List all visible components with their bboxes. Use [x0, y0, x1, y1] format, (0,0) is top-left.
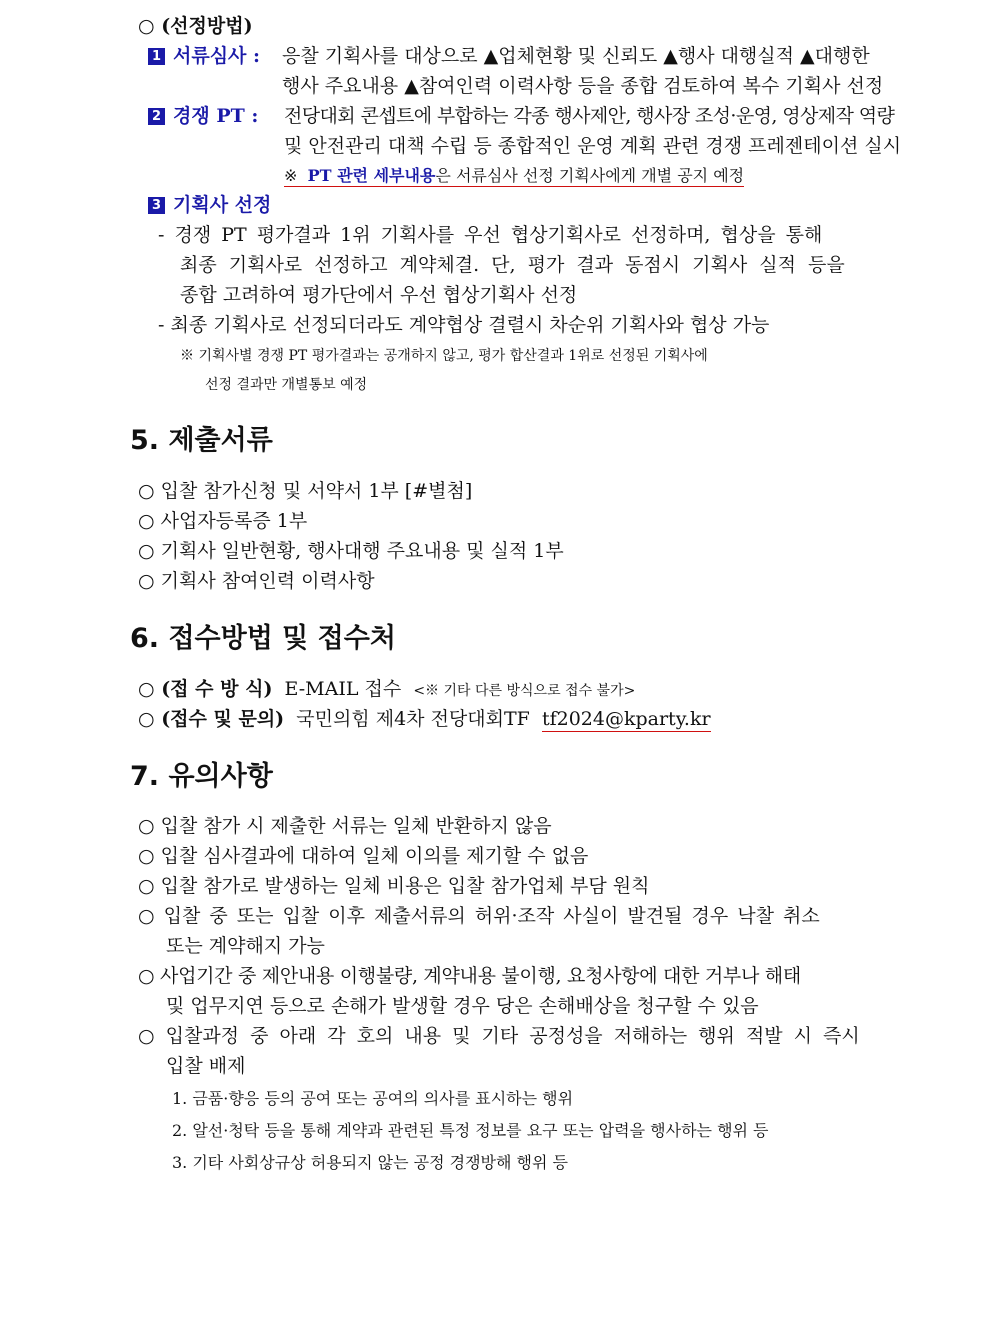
pt-label: 경쟁 PT :: [173, 105, 259, 127]
sec7-sub-1: 1. 금품·향응 등의 공여 또는 공여의 의사를 표시하는 행위: [172, 1089, 574, 1108]
sec5-item-3: ○ 기획사 일반현황, 행사대행 주요내용 및 실적 1부: [138, 540, 564, 562]
sec6-contact-label: ○ (접수 및 문의): [138, 708, 285, 730]
sec7-item-3: ○ 입찰 참가로 발생하는 일체 비용은 입찰 참가업체 부담 원칙: [138, 875, 650, 897]
sec6-method: [138, 676, 635, 704]
number-badge-2: 2: [148, 108, 165, 125]
sec7-item-6-l1: ○ 입찰과정 중 아래 각 호의 내용 및 기타 공정성을 저해하는 행위 적발 시 즉시: [138, 1025, 860, 1047]
sec7-item-2: ○ 입찰 심사결과에 대하여 일체 이의를 제기할 수 없음: [138, 845, 589, 867]
sec7-item-5-l2: 및 업무지연 등으로 손해가 발생할 경우 당은 손해배상을 청구할 수 있음: [166, 995, 759, 1017]
number-badge-1: 1: [148, 48, 165, 65]
sec7-item-6-l2: 입찰 배제: [166, 1055, 246, 1077]
sec6-method-value: E-MAIL 접수: [284, 678, 402, 700]
doc-review-text2: 행사 주요내용 ▲참여인력 이력사항 등을 종합 검토하여 복수 기획사 선정: [282, 75, 884, 97]
select-title: [148, 192, 271, 218]
pt-note-rest: 은 서류심사 선정 기획사에게 개별 공지 예정: [435, 166, 745, 185]
sec6-method-note: <※ 기타 다른 방식으로 접수 불가>: [413, 683, 636, 699]
sec6-contact-value: 국민의힘 제4차 전당대회TF: [296, 708, 530, 730]
sec7-item-4-l1: ○ 입찰 중 또는 입찰 이후 제출서류의 허위·조작 사실이 발견될 경우 낙찰 취소: [138, 905, 820, 927]
sec7-item-5-l1: ○ 사업기간 중 제안내용 이행불량, 계약내용 불이행, 요청사항에 대한 거부나 해태: [138, 965, 801, 987]
section6-heading: 6. 접수방법 및 접수처: [130, 623, 396, 654]
doc-review-label: 서류심사 :: [173, 45, 261, 67]
sec5-item-1: ○ 입찰 참가신청 및 서약서 1부 [#별첨]: [138, 480, 473, 502]
select-note-l2: 선정 결과만 개별통보 예정: [205, 377, 368, 393]
pt-text1: 전당대회 콘셉트에 부합하는 각종 행사제안, 행사장 조성·운영, 영상제작 역량: [284, 105, 895, 127]
pt-line: [148, 103, 258, 129]
number-badge-3: 3: [148, 197, 165, 214]
sec7-item-1: ○ 입찰 참가 시 제출한 서류는 일체 반환하지 않음: [138, 815, 552, 837]
section5-heading: 5. 제출서류: [130, 425, 273, 456]
pt-text2: 및 안전관리 대책 수립 등 종합적인 운영 계획 관련 경쟁 프레젠테이션 실시: [284, 135, 902, 157]
section7-heading: 7. 유의사항: [130, 761, 273, 792]
select-b1-l2: 최종 기획사로 선정하고 계약체결. 단, 평가 결과 동점시 기획사 실적 등을: [180, 254, 845, 276]
select-b1-l3: 종합 고려하여 평가단에서 우선 협상기획사 선정: [180, 284, 578, 306]
sec5-item-4: ○ 기획사 참여인력 이력사항: [138, 570, 375, 592]
pt-note-bold: PT 관련 세부내용: [307, 166, 436, 185]
sec6-contact: [138, 706, 711, 732]
select-note-l1: ※ 기획사별 경쟁 PT 평가결과는 공개하지 않고, 평가 합산결과 1위로 선정된 기획사에: [180, 348, 708, 364]
method-title: ○ (선정방법): [138, 15, 253, 37]
sec7-sub-3: 3. 기타 사회상규상 허용되지 않는 공정 경쟁방해 행위 등: [172, 1153, 568, 1172]
doc-review-line1: [148, 43, 260, 69]
select-b1-l1: - 경쟁 PT 평가결과 1위 기획사를 우선 협상기획사로 선정하며, 협상을 통해: [158, 224, 823, 246]
select-label: 기획사 선정: [173, 194, 272, 216]
pt-note-mark: ※: [284, 166, 298, 185]
select-b2: - 최종 기획사로 선정되더라도 계약협상 결렬시 차순위 기획사와 협상 가능: [158, 314, 770, 336]
pt-note-underlined: [284, 166, 744, 187]
sec7-item-4-l2: 또는 계약해지 가능: [166, 935, 325, 957]
sec7-sub-2: 2. 알선·청탁 등을 통해 계약과 관련된 특정 정보를 요구 또는 압력을 행사하는 행위 등: [172, 1121, 769, 1140]
sec6-method-label: ○ (접 수 방 식): [138, 678, 273, 700]
doc-review-text1: 응찰 기획사를 대상으로 ▲업체현황 및 신뢰도 ▲행사 대행실적 ▲대행한: [282, 45, 870, 67]
pt-note: [284, 163, 744, 189]
sec5-item-2: ○ 사업자등록증 1부: [138, 510, 308, 532]
sec6-contact-email[interactable]: tf2024@kparty.kr: [541, 708, 711, 730]
